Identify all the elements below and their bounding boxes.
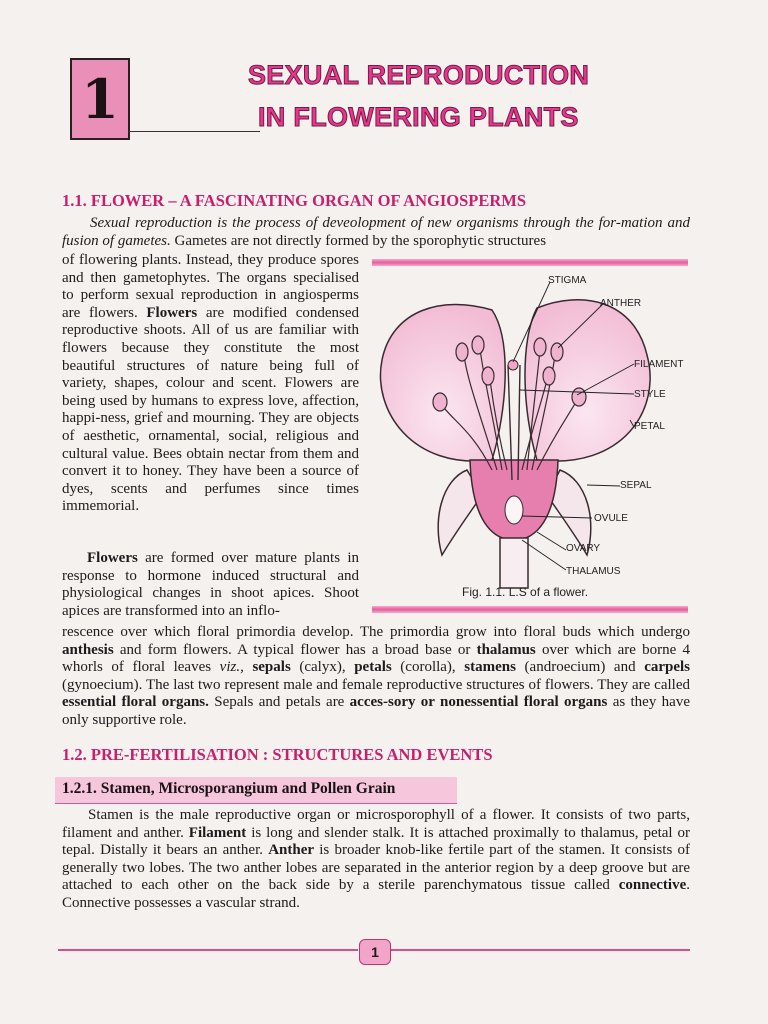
page-number-badge — [359, 939, 391, 965]
chapter-title-line-2: IN FLOWERING PLANTS — [258, 102, 579, 132]
p3-carpels: carpels — [644, 659, 691, 676]
label-anther: ANTHER — [600, 298, 642, 309]
p3-j: as they have only supportive role. — [62, 694, 690, 728]
stamen-filament: Filament — [188, 824, 247, 841]
p3-b: and form flowers. A typical flower has a broad base or — [113, 641, 477, 658]
p3-stamens: stamens — [464, 659, 516, 676]
p2-bold-flowers: Flowers — [87, 550, 138, 566]
continuation-paragraph — [62, 624, 690, 730]
label-style: STYLE — [634, 389, 666, 400]
intro-rest: Gametes are not directly formed by the sporophytic structures — [170, 232, 547, 249]
p3-a: rescence over which floral primordia develop. The primordia grow into floral buds which undergo — [62, 624, 690, 640]
thalamus-stalk — [500, 538, 528, 588]
stamen-c: is broader knob-like fertile part of the stamen. It consists of generally two lobes. The two anther lobes are separated in the anterior region by a deep groove but are attached to each other on the back side by a sterile parenchymatous tissue called — [62, 842, 690, 894]
p3-h: (gynoecium). The last two represent male and female reproductive structures of flowers. They are called — [62, 676, 690, 693]
section-heading-1-1: 1.1. FLOWER – A FASCINATING ORGAN OF ANGIOSPERMS — [62, 191, 527, 210]
title-underline — [128, 131, 260, 132]
section-heading-1-2: 1.2. PRE-FERTILISATION : STRUCTURES AND EVENTS — [62, 745, 493, 764]
p3-essential: essential floral organs. — [62, 694, 209, 711]
p3-thalamus: thalamus — [476, 641, 536, 658]
page-number: 1 — [371, 944, 379, 960]
label-petal: PETAL — [634, 421, 665, 432]
label-sepal: SEPAL — [620, 480, 652, 491]
label-thalamus: THALAMUS — [566, 566, 621, 577]
chapter-title-line-1: SEXUAL REPRODUCTION — [248, 60, 590, 90]
p3-anthesis: anthesis — [62, 641, 114, 658]
p3-viz: viz., — [219, 659, 244, 676]
stamen-b: is long and slender stalk. It is attached proximally to thalamus, petal or tepal. Distally it bears an anther. — [62, 824, 691, 859]
figure-top-bar — [372, 259, 688, 266]
col-text-bold-flowers: Flowers — [146, 304, 198, 321]
p3-f: (corolla), — [391, 659, 465, 676]
p3-petals: petals — [354, 659, 392, 676]
p3-i: Sepals and petals are — [208, 694, 350, 711]
p3-g: (androecium) and — [515, 659, 645, 676]
p2-rest: are formed over mature plants in response to hormone induced structural and physiological changes in shoot apices. Shoot apices are transformed into an inflo- — [62, 550, 359, 619]
figure-caption: Fig. 1.1. L.S of a flower. — [462, 585, 589, 599]
left-column-paragraph — [62, 252, 359, 516]
footer-line-left — [58, 949, 358, 951]
stamen-anther: Anther — [268, 842, 315, 859]
p3-accessory: acces-sory or nonessential floral organs — [349, 694, 608, 711]
label-ovary: OVARY — [566, 543, 601, 554]
footer-line-right — [390, 949, 690, 951]
second-paragraph — [62, 550, 359, 620]
stamen-d: . Connective possesses a vascular strand. — [62, 877, 690, 911]
p3-e: (calyx), — [290, 659, 355, 676]
figure-bottom-bar — [372, 606, 688, 613]
chapter-number-box — [70, 58, 130, 140]
stamen-a: Stamen is the male reproductive organ or microsporophyll of a flower. It consists of two parts, filament and anther. — [62, 807, 690, 841]
col-text-c: are modified condensed reproductive shoots. All of us are familiar with flowers because they constitute the most beautiful structures of nature being full of variety, shapes, colour and scent. Flowers are being used by humans to express love, affection, happi-ness, grief and mourning. They are objects of aesthetic, ornamental, social, religious and cultural value. Bees obtain nectar from them and convert it to honey. They have been a source of dyes, scents and perfumes since times immemorial. — [62, 304, 360, 515]
p3-sepals: sepals — [252, 659, 291, 676]
stamen-connective: connective — [618, 877, 687, 894]
p3-c: over which are borne 4 whorls of floral leaves — [62, 641, 690, 676]
ovule-shape — [505, 496, 523, 524]
col-text-a: of flowering plants. Instead, they produce spores and then gametophytes. The organs specialised to perform sexual reproduction in angiosperms are flowers. — [62, 252, 359, 321]
label-filament: FILAMENT — [634, 359, 684, 370]
chapter-number: 1 — [81, 67, 119, 131]
stamen-paragraph — [62, 807, 690, 913]
label-ovule: OVULE — [594, 513, 628, 524]
label-stigma: STIGMA — [548, 275, 587, 286]
subsection-heading-1-2-1: 1.2.1. Stamen, Microsporangium and Pollen Grain — [62, 780, 396, 797]
intro-italic: Sexual reproduction is the process of deveolopment of new organisms through the for-mation and fusion of gametes. — [62, 215, 690, 249]
intro-paragraph — [62, 215, 690, 250]
